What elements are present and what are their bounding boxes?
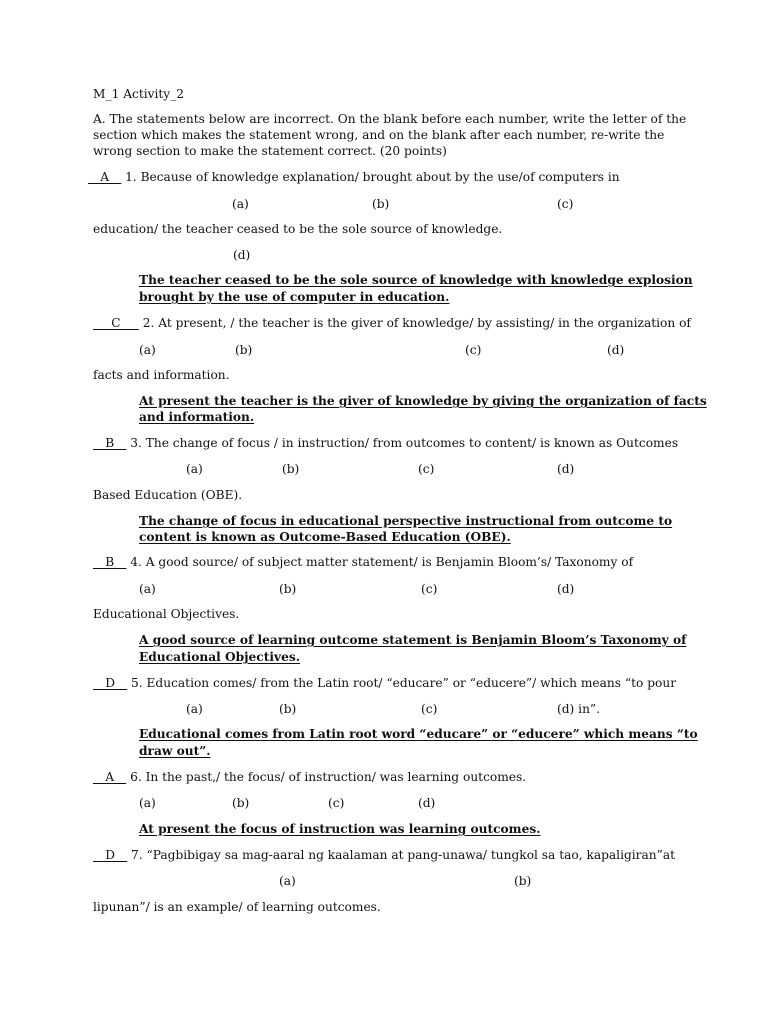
- document-header: M_1 Activity_2: [93, 87, 185, 101]
- answer-blank[interactable]: __A__: [93, 770, 127, 784]
- item-statement: 5. Education comes/ from the Latin root/ “educare” or “educere”/ which means “to pour: [131, 676, 677, 690]
- section-letter: (d): [557, 462, 575, 476]
- correction-line: Educational Objectives.: [139, 650, 300, 664]
- correction-line: At present the focus of instruction was learning outcomes.: [139, 822, 541, 836]
- section-letter: (b): [372, 197, 390, 211]
- section-letter: (d): [607, 343, 625, 357]
- section-letter: (a): [139, 343, 156, 357]
- section-letter: (c): [421, 702, 438, 716]
- item-statement: 2. At present, / the teacher is the giver of knowledge/ by assisting/ in the organization of: [142, 316, 691, 330]
- item-statement: 4. A good source/ of subject matter statement/ is Benjamin Bloom’s/ Taxonomy of: [130, 555, 634, 569]
- section-letter: (b): [282, 462, 300, 476]
- item-4-line: [93, 554, 633, 570]
- item-statement-continued: education/ the teacher ceased to be the sole source of knowledge.: [93, 222, 503, 236]
- item-2-line: [93, 315, 691, 331]
- item-statement-continued: facts and information.: [93, 368, 230, 382]
- section-letter: (b): [514, 874, 532, 888]
- section-letter: (d): [557, 582, 575, 596]
- instructions-line: wrong section to make the statement correct. (20 points): [93, 144, 447, 158]
- section-letter: (c): [418, 462, 435, 476]
- correction-line: The teacher ceased to be the sole source of knowledge with knowledge explosion: [139, 273, 693, 287]
- answer-blank[interactable]: ___C___: [93, 316, 139, 330]
- section-letter: (b): [232, 796, 250, 810]
- item-statement: 1. Because of knowledge explanation/ brought about by the use/of computers in: [125, 170, 620, 184]
- correction-line: brought by the use of computer in education.: [139, 290, 450, 304]
- item-statement: 6. In the past,/ the focus/ of instruction/ was learning outcomes.: [130, 770, 527, 784]
- section-letter: (a): [232, 197, 249, 211]
- correction-line: At present the teacher is the giver of knowledge by giving the organization of facts: [139, 394, 707, 408]
- section-letter: (b): [235, 343, 253, 357]
- section-letter: (a): [139, 582, 156, 596]
- correction-line: content is known as Outcome-Based Education (OBE).: [139, 530, 511, 544]
- item-6-line: [93, 769, 526, 785]
- item-5-line: [93, 675, 676, 691]
- section-letter: (d): [233, 248, 251, 262]
- section-letter: (d): [418, 796, 436, 810]
- correction-line: The change of focus in educational perspective instructional from outcome to: [139, 514, 673, 528]
- item-3-line: [93, 435, 678, 451]
- section-letter: (c): [557, 197, 574, 211]
- section-letter: (a): [186, 462, 203, 476]
- item-7-line: [93, 847, 675, 863]
- correction-line: and information.: [139, 410, 255, 424]
- section-letter: (a): [186, 702, 203, 716]
- correction-line: A good source of learning outcome statement is Benjamin Bloom’s Taxonomy of: [139, 633, 687, 647]
- section-letter: (d) in”.: [557, 702, 601, 716]
- item-statement-continued: Educational Objectives.: [93, 607, 240, 621]
- section-letter: (a): [139, 796, 156, 810]
- answer-blank[interactable]: __B__: [93, 436, 127, 450]
- instructions-line: section which makes the statement wrong, and on the blank after each number, re-write the: [93, 128, 665, 142]
- answer-blank[interactable]: __A__: [88, 170, 122, 184]
- correction-line: draw out”.: [139, 744, 211, 758]
- item-statement: 7. “Pagbibigay sa mag-aaral ng kaalaman at pang-unawa/ tungkol sa tao, kapaligiran”at: [131, 848, 675, 862]
- item-statement-continued: Based Education (OBE).: [93, 488, 243, 502]
- item-1-line: [88, 169, 620, 185]
- section-letter: (c): [328, 796, 345, 810]
- item-statement-continued: lipunan”/ is an example/ of learning outcomes.: [93, 900, 381, 914]
- section-letter: (c): [465, 343, 482, 357]
- correction-line: Educational comes from Latin root word “educare” or “educere” which means “to: [139, 727, 698, 741]
- section-letter: (b): [279, 702, 297, 716]
- instructions-line: A. The statements below are incorrect. On the blank before each number, write the letter of the: [93, 112, 687, 126]
- answer-blank[interactable]: __D__: [93, 848, 128, 862]
- section-letter: (b): [279, 582, 297, 596]
- answer-blank[interactable]: __B__: [93, 555, 127, 569]
- section-letter: (a): [279, 874, 296, 888]
- answer-blank[interactable]: __D__: [93, 676, 128, 690]
- section-letter: (c): [421, 582, 438, 596]
- item-statement: 3. The change of focus / in instruction/ from outcomes to content/ is known as Outcomes: [130, 436, 679, 450]
